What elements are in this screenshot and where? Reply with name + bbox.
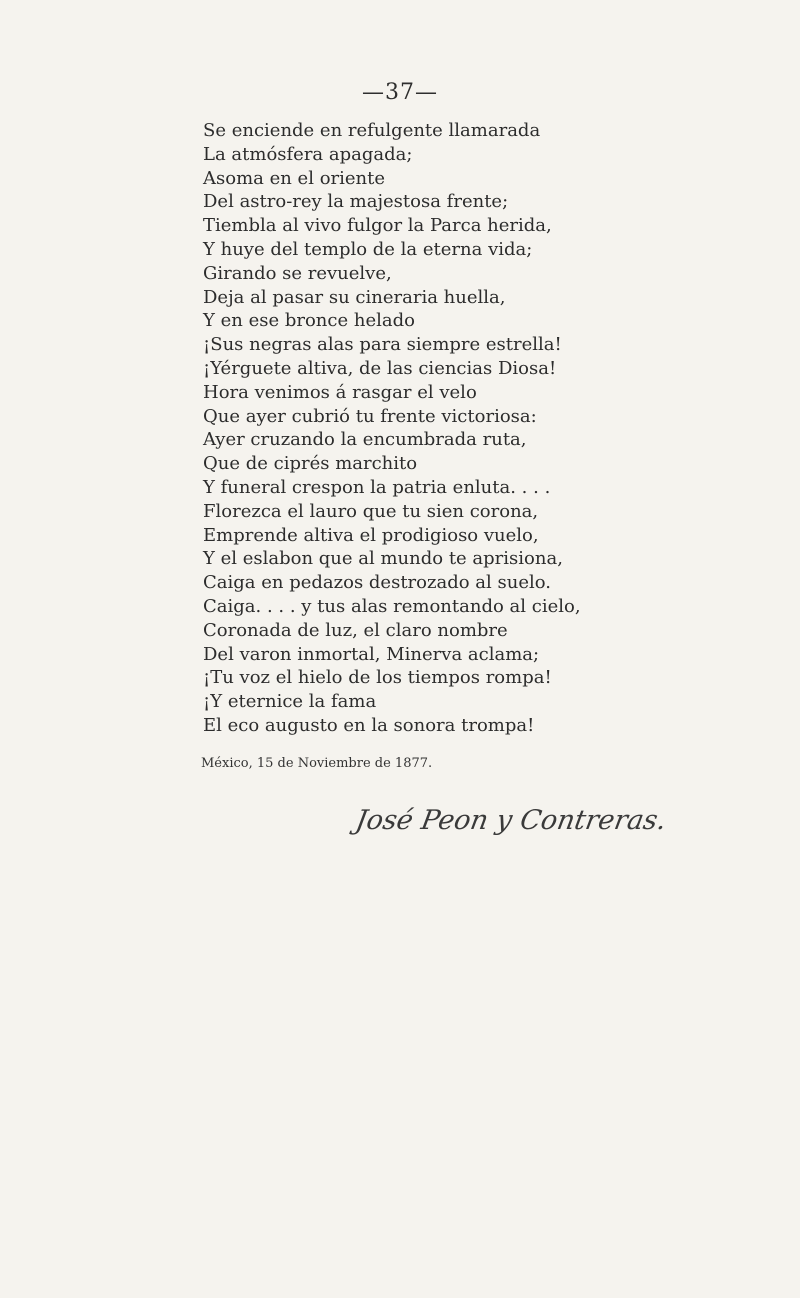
poem-line: Y huye del templo de la eterna vida; <box>203 238 533 260</box>
poem-line: Y funeral crespon la patria enluta. . . . <box>203 476 551 498</box>
poem-line: Y en ese bronce helado <box>203 310 415 332</box>
poem-line: ¡Sus negras alas para siempre estrella! <box>203 334 562 356</box>
poem-line: La atmósfera apagada; <box>203 143 413 165</box>
poem-line: Caiga. . . . y tus alas remontando al cielo, <box>203 595 581 617</box>
poem-line: El eco augusto en la sonora trompa! <box>203 714 535 736</box>
poem-line: Tiembla al vivo fulgor la Parca herida, <box>203 215 552 237</box>
poem-line: Hora venimos á rasgar el velo <box>203 381 477 403</box>
poem-line: Caiga en pedazos destrozado al suelo. <box>203 572 551 594</box>
poem-text <box>203 119 783 738</box>
poem-line: Y el eslabon que al mundo te aprisiona, <box>203 548 563 570</box>
poem-line: Florezca el lauro que tu sien corona, <box>203 500 539 522</box>
poem-line: ¡Y eternice la fama <box>203 691 377 713</box>
page-number: —37— <box>362 80 438 105</box>
author-signature: José Peon y Contreras. <box>353 805 669 836</box>
poem-line: Del astro-rey la majestosa frente; <box>203 191 509 213</box>
poem-line: Coronada de luz, el claro nombre <box>203 619 508 641</box>
poem-line: Ayer cruzando la encumbrada ruta, <box>203 429 527 451</box>
poem-line: Se enciende en refulgente llamarada <box>203 120 541 141</box>
poem-line: Asoma en el oriente <box>203 167 386 189</box>
poem-line: Que ayer cubrió tu frente victoriosa: <box>203 405 537 427</box>
poem-line: Emprende altiva el prodigioso vuelo, <box>203 524 539 546</box>
poem-line: Que de ciprés marchito <box>203 453 418 475</box>
poem-line: ¡Yérguete altiva, de las ciencias Diosa! <box>203 357 557 379</box>
poem-line: Del varon inmortal, Minerva aclama; <box>203 643 540 665</box>
poem-line: Deja al pasar su cineraria huella, <box>203 286 506 308</box>
dateline: México, 15 de Noviembre de 1877. <box>201 756 433 771</box>
poem-line: Girando se revuelve, <box>203 262 392 284</box>
poem-line: ¡Tu voz el hielo de los tiempos rompa! <box>203 667 552 689</box>
